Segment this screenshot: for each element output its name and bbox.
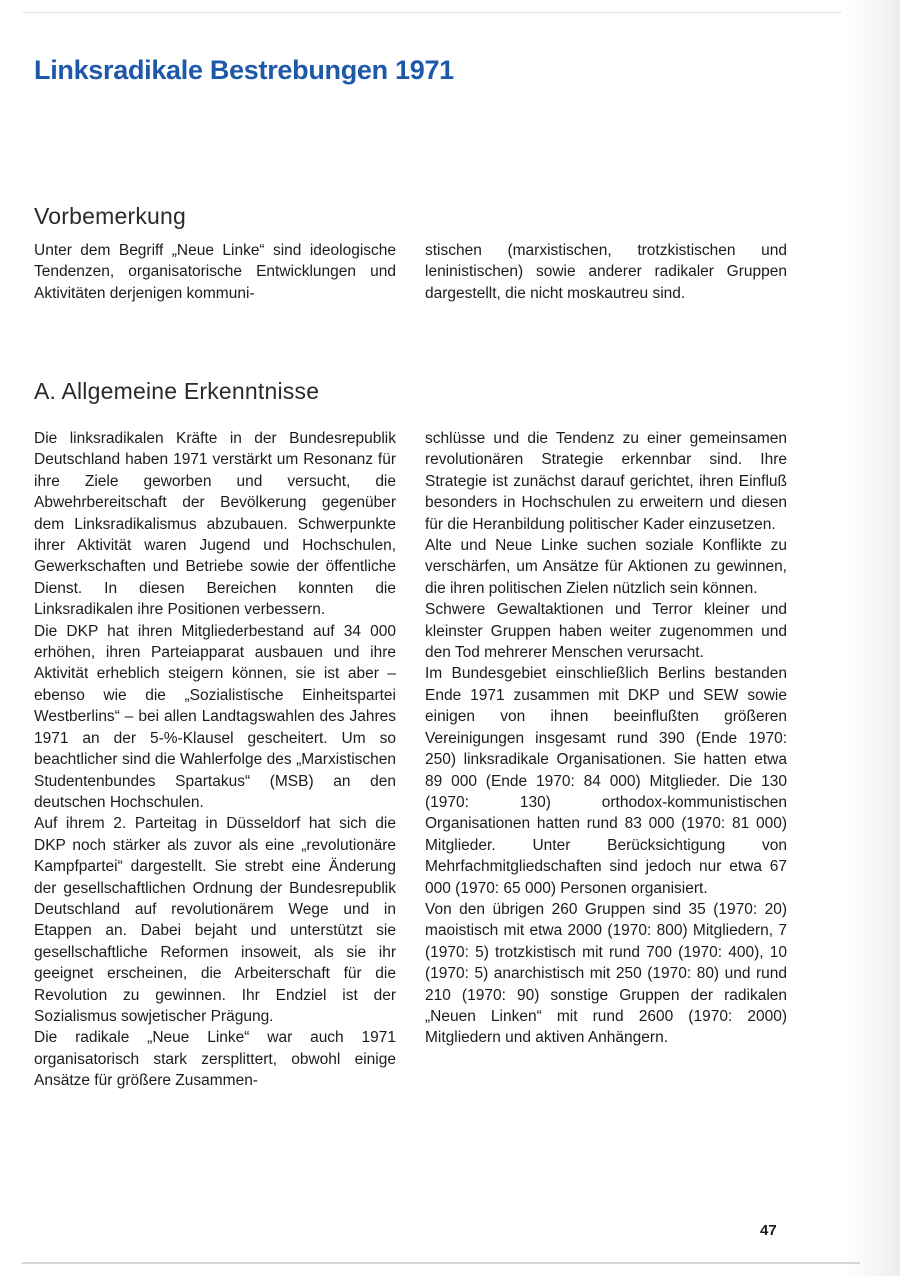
paragraph: Unter dem Begriff „Neue Linke“ sind ideologische Tendenzen, organisatorische Entwicklungen und Aktivitäten derjenigen kommuni-: [34, 242, 396, 302]
section-heading-allgemeine-erkenntnisse: A. Allgemeine Erkenntnisse: [34, 378, 320, 404]
paragraph: stischen (marxistischen, trotzkistischen und leninistischen) sowie anderer radikaler Gruppen dargestellt, die nicht moskautreu sind.: [425, 242, 787, 302]
paragraph: Die linksradikalen Kräfte in der Bundesrepublik Deutschland haben 1971 verstärkt um Resonanz für ihre Ziele geworben und versucht, die Abwehrbereitschaft der Bevölkerung gegenüber dem Linksradikalismus abzubauen. Schwerpunkte ihrer Aktivität waren Jugend und Hochschulen, Gewerkschaften und Betriebe sowie der öffentliche Dienst. In diesen Bereichen konnten die Linksradikalen ihre Positionen verbessern.: [34, 430, 396, 619]
page-number: 47: [760, 1222, 777, 1239]
paragraph: Die radikale „Neue Linke“ war auch 1971 organisatorisch stark zersplittert, obwohl einige Ansätze für größere Zusammen-: [34, 1029, 396, 1090]
paragraph: Schwere Gewaltaktionen und Terror kleiner und kleinster Gruppen haben weiter zugenommen und den Tod mehrerer Menschen verursacht.: [425, 601, 787, 662]
vorbemerkung-right-column: [425, 240, 787, 304]
paragraph: Im Bundesgebiet einschließlich Berlins bestanden Ende 1971 zusammen mit DKP und SEW sowie einigen von ihnen beeinflußten größeren Vereinigungen insgesamt rund 390 (Ende 1970: 250) linksradikale Organisationen. Sie hatten etwa 89 000 (Ende 1970: 84 000) Mitglieder. Die 130 (1970: 130) orthodox-kommunistischen Organisationen hatten rund 83 000 (1970: 81 000) Mitglieder. Unter Berücksichtigung von Mehrfachmitgliedschaften sind jedoch nur etwa 67 000 (1970: 65 000) Personen organisiert.: [425, 665, 787, 897]
bottom-rule: [22, 1262, 860, 1264]
erkenntnisse-left-column: [34, 428, 396, 1092]
top-rule: [22, 12, 842, 13]
paragraph: Auf ihrem 2. Parteitag in Düsseldorf hat sich die DKP noch stärker als zuvor als eine „revolutionäre Kampfpartei“ dargestellt. Sie strebt eine Änderung der gesellschaftlichen Ordnung der Bundesrepublik Deutschland auf revolutionärem Wege und in Etappen an. Dabei bejaht und unterstützt sie gesellschaftliche Reformen insoweit, als sie ihr geeignet erscheinen, die Arbeiterschaft für die Revolution zu gewinnen. Ihr Endziel ist der Sozialismus sowjetischer Prägung.: [34, 815, 396, 1025]
page-edge-shadow: [845, 0, 900, 1276]
paragraph: schlüsse und die Tendenz zu einer gemeinsamen revolutionären Strategie erkennbar sind. Ihre Strategie ist zunächst darauf gerichtet, ihren Einfluß besonders in Hochschulen zu erweitern und diesen für die Heranbildung politischer Kader einzusetzen.: [425, 430, 787, 533]
paragraph: Alte und Neue Linke suchen soziale Konflikte zu verschärfen, um Ansätze für Aktionen zu gewinnen, die ihren politischen Zielen nützlich sein können.: [425, 537, 787, 597]
page-title: Linksradikale Bestrebungen 1971: [34, 55, 454, 85]
vorbemerkung-left-column: [34, 240, 396, 304]
paragraph: Von den übrigen 260 Gruppen sind 35 (1970: 20) maoistisch mit etwa 2000 (1970: 800) Mitgliedern, 7 (1970: 5) trotzkistisch mit rund 700 (1970: 400), 10 (1970: 5) anarchistisch mit 250 (1970: 80) und rund 210 (1970: 90) sonstige Gruppen der radikalen „Neuen Linken“ mit rund 2600 (1970: 2000) Mitgliedern und aktiven Anhängern.: [425, 900, 787, 1047]
section-heading-vorbemerkung: Vorbemerkung: [34, 203, 186, 229]
erkenntnisse-right-column: [425, 428, 787, 1049]
paragraph: Die DKP hat ihren Mitgliederbestand auf 34 000 erhöhen, ihren Parteiapparat ausbauen und ihre Aktivität erheblich steigern können, sie ist aber – ebenso wie die „Sozialistische Einheitspartei Westberlins“ – bei allen Landtagswahlen des Jahres 1971 an der 5-%-Klausel gescheitert. Um so beachtlicher sind die Wahlerfolge des „Marxistischen Studentenbundes Spartakus“ (MSB) an den deutschen Hochschulen.: [34, 622, 396, 811]
